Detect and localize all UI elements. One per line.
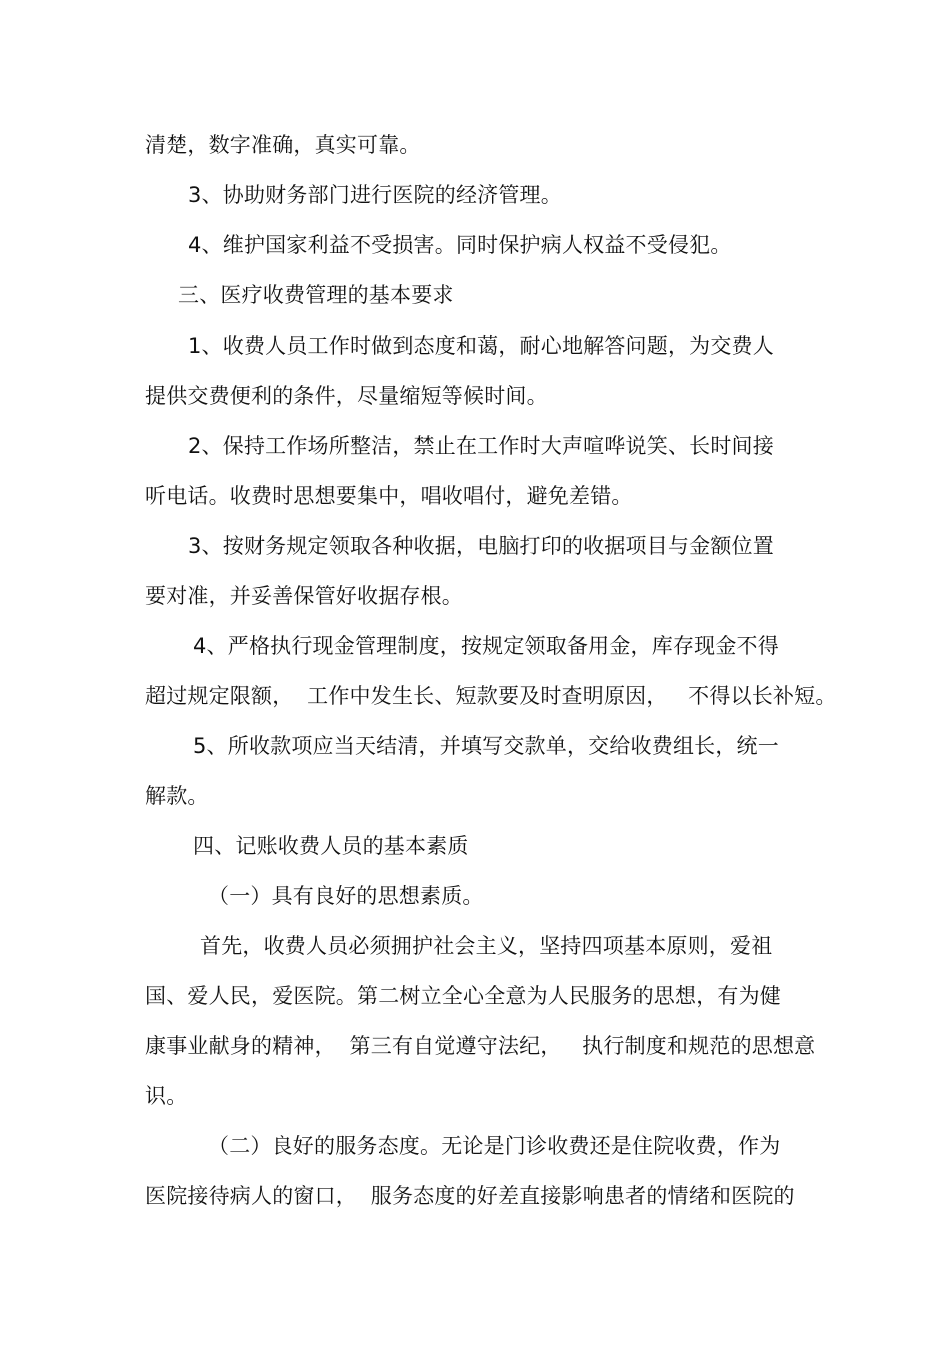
text-line: 提供交费便利的条件，尽量缩短等候时间。 — [145, 384, 548, 408]
section-heading: 四、记账收费人员的基本素质 — [193, 834, 469, 858]
text-line: 3、按财务规定领取各种收据，电脑打印的收据项目与金额位置 — [188, 534, 774, 558]
text-line: 国、爱人民，爱医院。第二树立全心全意为人民服务的思想，有为健 — [145, 984, 781, 1008]
text-line: 清楚，数字准确，真实可靠。 — [145, 133, 421, 157]
text-line: 解款。 — [145, 784, 209, 808]
text-line: 首先，收费人员必须拥护社会主义，坚持四项基本原则，爱祖 — [200, 934, 773, 958]
text-line: 要对准，并妥善保管好收据存根。 — [145, 584, 463, 608]
subsection-heading: （二）良好的服务态度。无论是门诊收费还是住院收费，作为 — [208, 1134, 781, 1158]
text-line: 1、收费人员工作时做到态度和蔼，耐心地解答问题，为交费人 — [188, 334, 774, 358]
text-line: 5、所收款项应当天结清，并填写交款单，交给收费组长，统一 — [193, 734, 779, 758]
text-line: 听电话。收费时思想要集中，唱收唱付，避免差错。 — [145, 484, 633, 508]
section-heading: 三、医疗收费管理的基本要求 — [178, 283, 454, 307]
text-line: 4、维护国家利益不受损害。同时保护病人权益不受侵犯。 — [188, 233, 732, 257]
text-line: 超过规定限额， 工作中发生长、短款要及时查明原因， 不得以长补短。 — [145, 684, 837, 708]
text-line: 识。 — [145, 1084, 188, 1108]
text-line: 医院接待病人的窗口， 服务态度的好差直接影响患者的情绪和医院的 — [145, 1184, 795, 1208]
subsection-heading: （一）具有良好的思想素质。 — [208, 884, 484, 908]
text-line: 3、协助财务部门进行医院的经济管理。 — [188, 183, 562, 207]
text-line: 4、严格执行现金管理制度，按规定领取备用金，库存现金不得 — [193, 634, 779, 658]
text-line: 康事业献身的精神， 第三有自觉遵守法纪， 执行制度和规范的思想意 — [145, 1034, 816, 1058]
text-line: 2、保持工作场所整洁，禁止在工作时大声喧哗说笑、长时间接 — [188, 434, 774, 458]
